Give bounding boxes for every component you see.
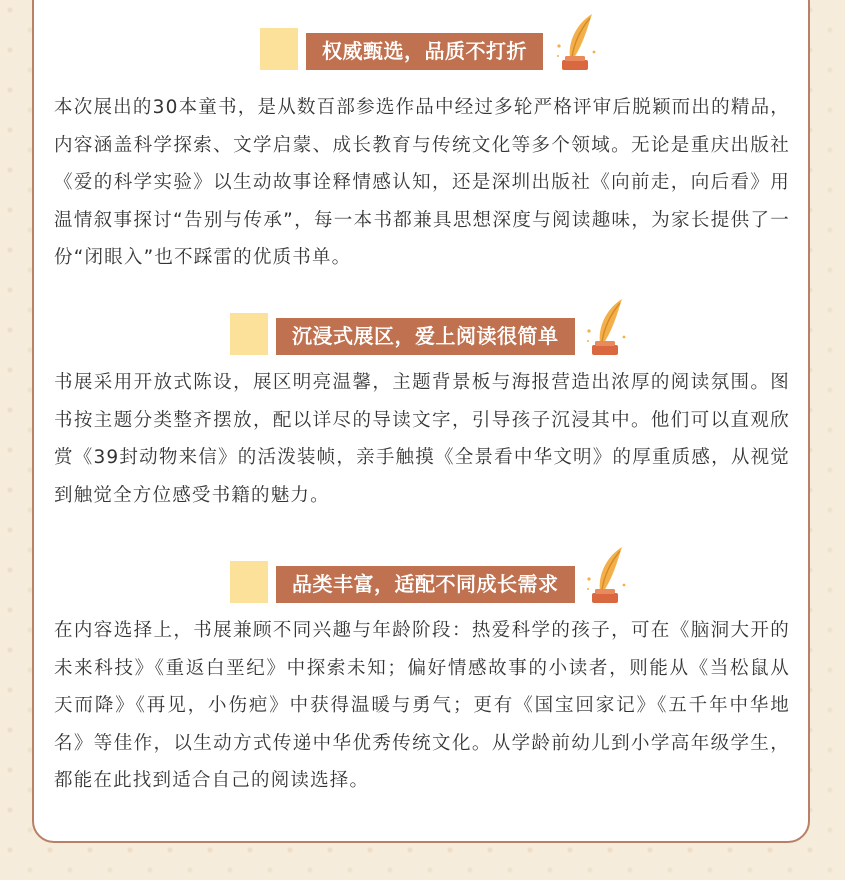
heading-deco-square	[230, 561, 268, 603]
section-title: 品类丰富，适配不同成长需求	[276, 566, 575, 603]
section-title: 权威甄选，品质不打折	[306, 33, 543, 70]
section-title: 沉浸式展区，爱上阅读很简单	[276, 318, 575, 355]
section-heading	[260, 12, 600, 92]
section-paragraph: 本次展出的30本童书，是从数百部参选作品中经过多轮严格评审后脱颖而出的精品，内容涵盖科学探索、文学启蒙、成长教育与传统文化等多个领域。无论是重庆出版社《爱的科学实验》以生动故事诠释情感认知，还是深圳出版社《向前走，向后看》用温情叙事探讨“告别与传承”，每一本书都兼具思想深度与阅读趣味，为家长提供了一份“闭眼入”也不踩雷的优质书单。	[54, 97, 790, 268]
section-paragraph: 书展采用开放式陈设，展区明亮温馨，主题背景板与海报营造出浓厚的阅读氛围。图书按主题分类整齐摆放，配以详尽的导读文字，引导孩子沉浸其中。他们可以直观欣赏《39封动物来信》的活泼装帧，亲手触摸《全景看中华文明》的厚重质感，从视觉到触觉全方位感受书籍的魅力。	[54, 372, 790, 506]
section-paragraph: 在内容选择上，书展兼顾不同兴趣与年龄阶段：热爱科学的孩子，可在《脑洞大开的未来科技》《重返白垩纪》中探索未知；偏好情感故事的小读者，则能从《当松鼠从天而降》《再见，小伤疤》中获得温暖与勇气；更有《国宝回家记》《五千年中华地名》等佳作，以生动方式传递中华优秀传统文化。从学龄前幼儿到小学高年级学生，都能在此找到适合自己的阅读选择。	[54, 620, 790, 791]
heading-deco-square	[230, 313, 268, 355]
quill-pen-icon	[584, 297, 628, 361]
article-card	[32, 0, 810, 843]
heading-deco-square	[260, 28, 298, 70]
quill-pen-icon	[584, 545, 628, 609]
quill-pen-icon	[554, 12, 598, 76]
